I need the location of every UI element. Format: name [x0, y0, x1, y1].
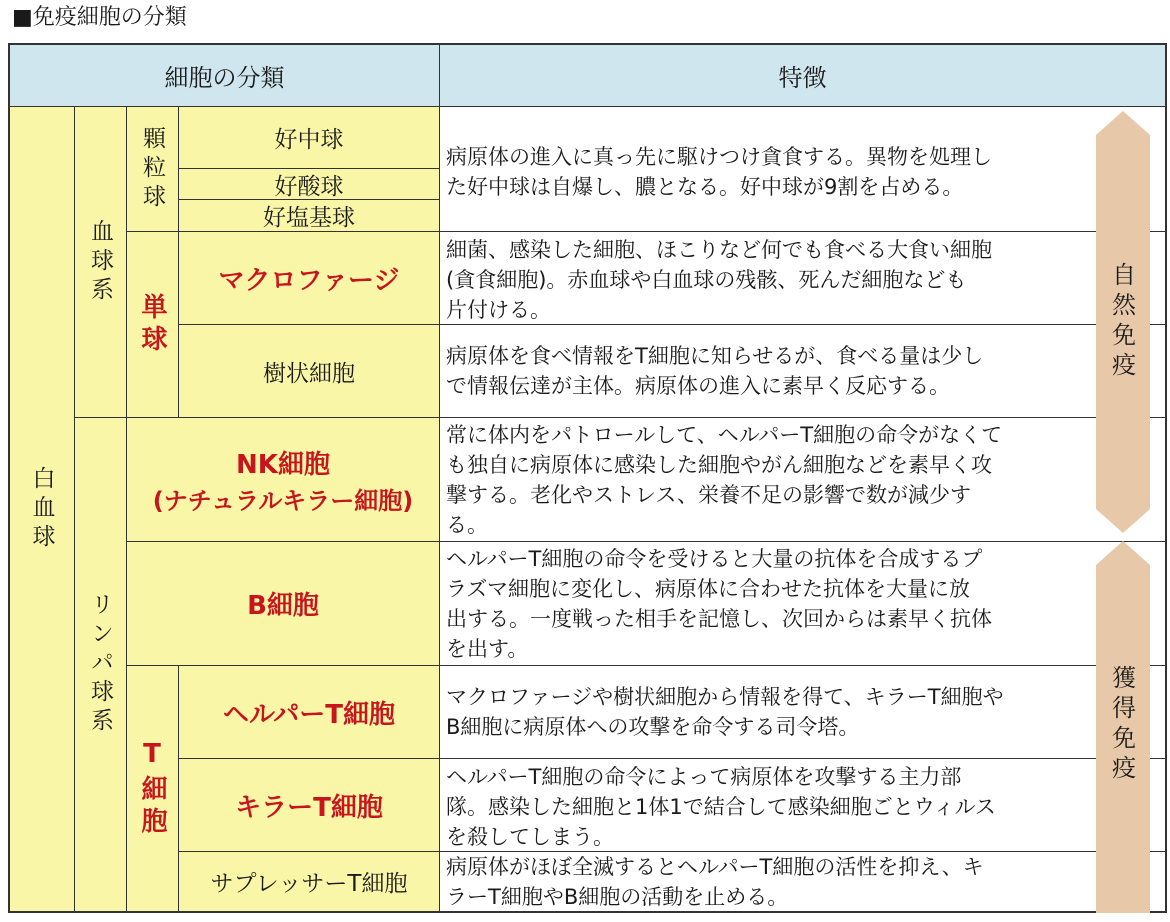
header-features [440, 45, 1165, 107]
caption-text: ■免疫細胞の分類 [12, 5, 187, 30]
description-line: B細胞に病原体への攻撃を命令する司令塔。 [446, 715, 860, 739]
header-classification [10, 45, 440, 107]
basophil-cell [179, 200, 440, 232]
acquired-immunity-label [1096, 565, 1148, 885]
suppressor-t-cell [179, 852, 440, 911]
description-line: 病原体を食べ情報をT細胞に知らせるが、食べる量は少し [446, 344, 984, 368]
description-line: で情報伝達が主体。病原体の進入に素早く反応する。 [446, 374, 950, 398]
white-blood-cell-label [10, 107, 75, 911]
neutrophil-cell [179, 107, 440, 169]
killer-t-text: キラーT細胞 [235, 792, 383, 823]
description-line: 病原体がほぼ全滅するとヘルパーT細胞の活性を抑え、キ [446, 855, 984, 879]
white-blood-cell-text: 白血球 [28, 465, 55, 553]
innate-immunity-text: 自然免疫 [1107, 262, 1136, 382]
description-line: 出する。一度戦った相手を記憶し、次回からは素早く抗体 [446, 607, 992, 631]
nk-text: NK細胞 [236, 449, 330, 480]
description-line: を殺してしまう。 [446, 825, 614, 849]
killer-t-cell [179, 759, 440, 852]
description-line: 片付ける。 [446, 298, 551, 322]
description-line: ラズマ細胞に変化し、病原体に合わせた抗体を大量に放 [446, 577, 970, 601]
macrophage-description [446, 235, 992, 325]
description-line: マクロファージや樹状細胞から情報を得て、キラーT細胞や [446, 685, 1004, 709]
description-line: ヘルパーT細胞の命令によって病原体を攻撃する主力部 [446, 765, 962, 789]
description-line: ラーT細胞やB細胞の活動を止める。 [446, 885, 789, 909]
neutrophil-text: 好中球 [274, 127, 344, 153]
description-line: た好中球は自爆し、膿となる。好中球が9割を占める。 [446, 175, 964, 199]
nk-cell-name [153, 444, 414, 516]
eosinophil-cell [179, 169, 440, 200]
dendritic-description [446, 341, 983, 401]
macrophage-text: マクロファージ [218, 265, 400, 296]
description-line: 撃する。老化やストレス、栄養不足の影響で数が減少す [446, 483, 971, 507]
eosinophil-text: 好酸球 [274, 173, 344, 200]
monocyte-label [127, 232, 179, 418]
description-line: 隊。感染した細胞と1体1で結合して感染細胞ごとウィルス [446, 795, 996, 819]
innate-immunity-label [1096, 111, 1148, 533]
nk-description [446, 420, 1002, 540]
description-line: を出す。 [446, 637, 529, 661]
helper-t-text: ヘルパーT細胞 [223, 699, 395, 730]
dendritic-text: 樹状細胞 [263, 360, 355, 387]
b-cell-text: B細胞 [247, 591, 319, 621]
blood-system-label [75, 107, 127, 418]
granulocyte-text: 顆粒球 [139, 125, 165, 213]
helper-t-cell [179, 666, 440, 759]
b-cell [127, 542, 440, 666]
description-line: る。 [446, 513, 488, 537]
t-cell-text: T細胞 [137, 738, 167, 839]
nk-sub-text: (ナチュラルキラー細胞) [152, 486, 414, 515]
b-cell-description [446, 544, 992, 664]
description-line: 細菌、感染した細胞、ほこりなど何でも食べる大食い細胞 [446, 238, 992, 262]
blood-system-text: 血球系 [87, 218, 113, 306]
suppressor-t-text: サプレッサーT細胞 [210, 871, 408, 897]
macrophage-cell [179, 232, 440, 325]
t-cell-label [127, 666, 179, 911]
monocyte-text: 単球 [137, 292, 167, 357]
description-line: ヘルパーT細胞の命令を受けると大量の抗体を合成するプ [446, 547, 983, 571]
description-line: 病原体の進入に真っ先に駆けつけ貪食する。異物を処理し [446, 145, 992, 169]
dendritic-cell [179, 325, 440, 418]
acquired-immunity-text: 獲得免疫 [1107, 665, 1136, 785]
header-features-label: 特徴 [778, 64, 827, 92]
lymph-system-label [75, 418, 127, 911]
killer-t-description [446, 762, 996, 852]
description-line: も独自に病原体に感染した細胞やがん細胞などを素早く攻 [446, 453, 992, 477]
nk-cell [127, 418, 440, 542]
granulocyte-description [446, 142, 992, 202]
helper-t-description [446, 682, 1004, 742]
figure-caption [12, 4, 187, 32]
basophil-text: 好塩基球 [263, 205, 355, 231]
classification-table [8, 43, 1167, 913]
description-line: (貪食細胞)。赤血球や白血球の残骸、死んだ細胞なども [446, 268, 967, 292]
description-line: 常に体内をパトロールして、ヘルパーT細胞の命令がなくて [446, 423, 1003, 447]
suppressor-t-description [446, 852, 984, 912]
lymph-system-text: リンパ球系 [87, 592, 113, 737]
granulocyte-label [127, 107, 179, 232]
header-classification-label: 細胞の分類 [164, 64, 285, 92]
